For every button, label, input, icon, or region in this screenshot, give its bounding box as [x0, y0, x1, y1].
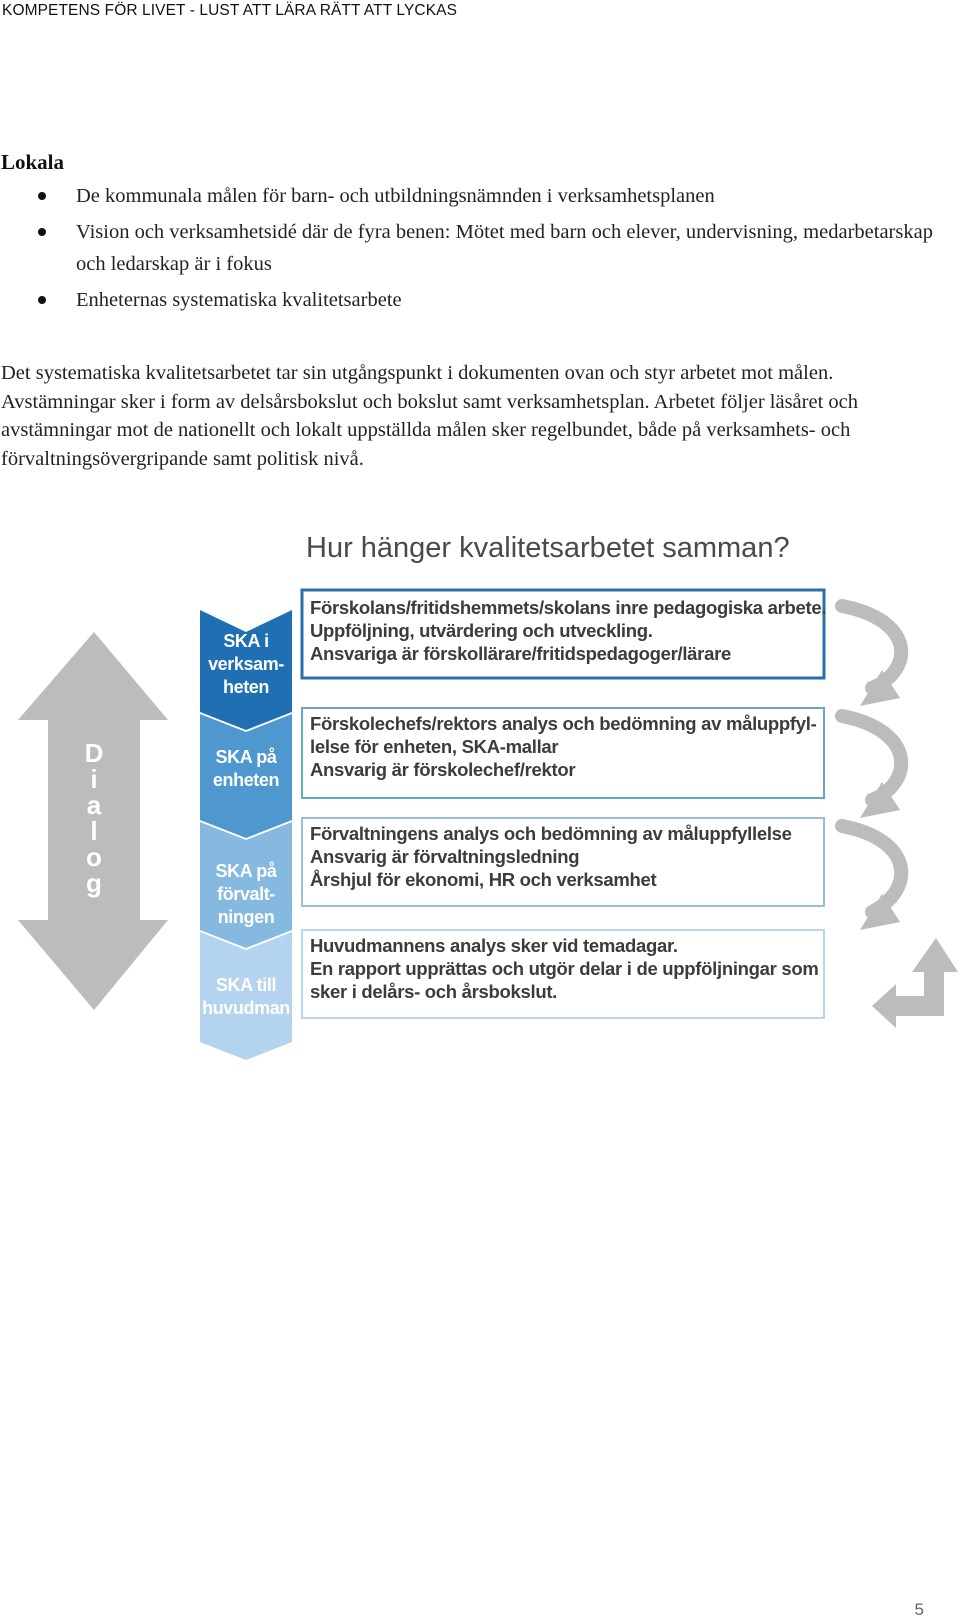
box-line: Förskolans/fritidshemmets/skolans inre pedagogiska arbete. — [310, 597, 827, 618]
chevron-label-3 — [198, 860, 294, 929]
box-line: Ansvarig är förskolechef/rektor — [310, 759, 576, 780]
chevron-line: heten — [222, 677, 269, 697]
chevron-line: SKA på — [215, 861, 277, 881]
dialog-letter: D — [84, 738, 104, 768]
box-text-1 — [310, 596, 826, 665]
box-line: Ansvarig är förvaltningsledning — [310, 846, 580, 867]
body-paragraph: Det systematiska kvalitetsarbetet tar sin utgångspunkt i dokumenten ovan och styr arbetet mot målen. Avstämningar sker i form av delsårsbokslut och bokslut samt verksamhetsplan. Arbetet följer läsåret och avstämningar mot de nationellt och lokalt uppställda målen sker regelbundet, både på verksamhets- och förvaltningsövergripande samt politisk nivå. — [1, 362, 858, 470]
dialog-letter: o — [86, 842, 102, 872]
chevron-label-2 — [198, 746, 294, 792]
list-item — [0, 284, 950, 316]
running-header: KOMPETENS FÖR LIVET - LUST ATT LÄRA RÄTT ATT LYCKAS — [2, 2, 458, 19]
box-line: Årshjul för ekonomi, HR och verksamhet — [310, 869, 657, 890]
chevron-line: SKA till — [215, 975, 277, 995]
box-line: En rapport upprättas och utgör delar i de uppföljningar som — [310, 958, 819, 979]
dialog-letter: l — [90, 816, 98, 846]
box-text-2 — [310, 712, 816, 781]
list-item-text: Enheternas systematiska kvalitetsarbete — [76, 289, 402, 311]
box-line: Ansvariga är förskollärare/fritidspedagoger/lärare — [310, 643, 731, 664]
box-text-4 — [310, 934, 819, 1003]
quality-work-figure — [0, 520, 960, 1080]
return-arrow-icon — [872, 938, 958, 1028]
section-heading: Lokala — [1, 150, 65, 174]
box-line: sker i delårs- och årsbokslut. — [310, 981, 558, 1002]
box-line: Huvudmannens analys sker vid temadagar. — [310, 935, 678, 956]
chevron-label-1 — [198, 630, 294, 699]
chevron-line: SKA på — [215, 747, 277, 767]
bullet-list — [0, 180, 950, 320]
bullet-icon — [38, 228, 46, 236]
list-item — [0, 216, 950, 280]
dialog-letter: i — [90, 764, 98, 794]
dialog-label — [82, 740, 106, 896]
list-item-text: Vision och verksamhetsidé där de fyra benen: Mötet med barn och elever, undervisning, medarbetarskap och ledarskap är i fokus — [76, 221, 933, 275]
chevron-line: SKA i — [223, 631, 269, 651]
chevron-line: verksam- — [208, 654, 284, 674]
box-line: Förskolechefs/rektors analys och bedömning av måluppfyl- — [310, 713, 817, 734]
chevron-line: ningen — [217, 907, 275, 927]
dialog-letter: a — [86, 790, 102, 820]
box-line: Förvaltningens analys och bedömning av måluppfyllelse — [310, 823, 792, 844]
box-line: lelse för enheten, SKA-mallar — [310, 736, 559, 757]
figure-title: Hur hänger kvalitetsarbetet samman? — [306, 532, 790, 564]
chevron-line: huvudman — [202, 998, 290, 1018]
box-text-3 — [310, 822, 792, 891]
dialog-letter: g — [86, 868, 102, 898]
list-item-text: De kommunala målen för barn- och utbildningsnämnden i verksamhetsplanen — [76, 185, 715, 207]
bullet-icon — [38, 192, 46, 200]
chevron-line: förvalt- — [217, 884, 275, 904]
page-number: 5 — [914, 1600, 924, 1619]
chevron-label-4 — [198, 974, 294, 1020]
list-item — [0, 180, 950, 212]
curved-arrow-icon — [842, 606, 901, 912]
chevron-line: enheten — [212, 770, 280, 790]
box-line: Uppföljning, utvärdering och utveckling. — [310, 620, 653, 641]
bullet-icon — [38, 296, 46, 304]
